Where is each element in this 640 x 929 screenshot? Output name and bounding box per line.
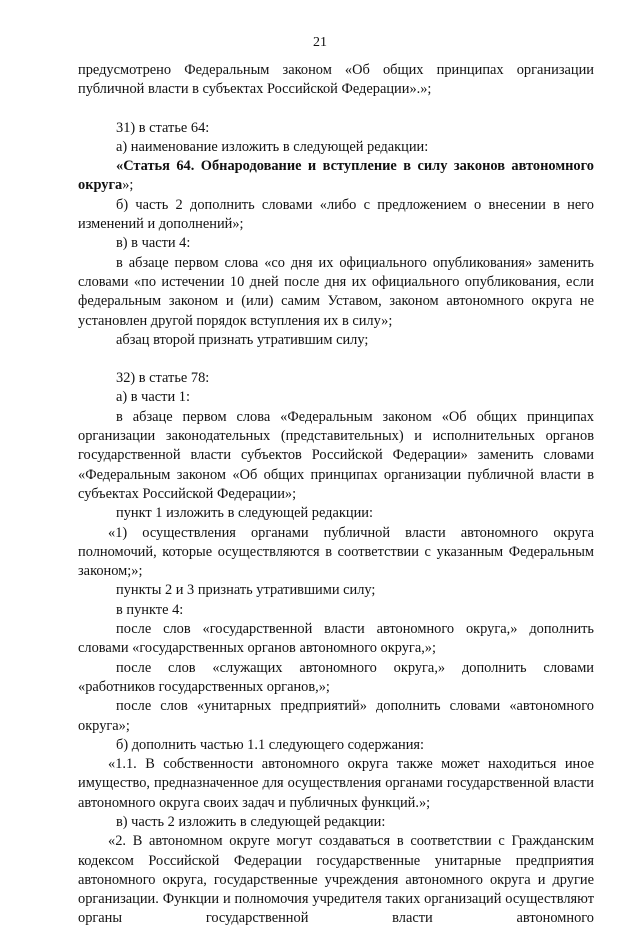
item-31-b: б) часть 2 дополнить словами «либо с предложением о внесении в него изменений и дополнений»; [78,196,594,233]
item-32-b-text: «1.1. В собственности автономного округа также может находиться иное имущество, предназначенное для осуществления органами государственной власти автономного округа своих задач и публичных функций.»; [78,756,594,811]
item-32-a: а) в части 1: [116,389,190,406]
item-32-a-point4-change3: после слов «унитарных предприятий» дополнить словами «автономного округа»; [78,698,594,734]
article-64-title-bold: «Статья 64. Обнародование и вступление в силу законов автономного округа [78,158,594,194]
item-31-v-para2: абзац второй признать утратившим силу; [116,331,369,348]
document-body [78,61,594,929]
item-31-v: в) в части 4: [116,235,191,252]
item-32-a-point1-text: «1) осуществления органами публичной власти автономного округа полномочий, которые осуществляются в соответствии с указанным Федеральным законом;»; [78,524,594,580]
page-number: 21 [313,35,327,50]
item-32-b: б) дополнить частью 1.1 следующего содержания: [116,736,425,753]
item-32-a-points-2-3: пункты 2 и 3 признать утратившими силу; [116,582,376,599]
item-32-a-point1: пункт 1 изложить в следующей редакции: [116,505,373,522]
item-32-a-point4: в пункте 4: [116,601,184,618]
item-31-v-para1: в абзаце первом слова «со дня их официального опубликования» заменить словами «по истечении 10 дней после дня их официального опубликования, если федеральным законом и (или) самим Уставом, законом автономного округа не установлен другой порядок вступления их в силу»; [78,254,594,329]
paragraph-continuation: предусмотрено Федеральным законом «Об общих принципах организации публичной власти в субъектах Российской Федерации».»; [78,62,594,98]
article-64-new-title [78,157,594,196]
item-31-a: а) наименование изложить в следующей редакции: [116,138,429,155]
item-32-v: в) часть 2 изложить в следующей редакции: [116,813,386,830]
item-32-a-point4-change1: после слов «государственной власти автономного округа,» дополнить словами «государственных органов автономного округа,»; [78,621,594,657]
item-32-v-text: «2. В автономном округе могут создаваться в соответствии с Гражданским кодексом Российской Федерации государственные унитарные предприятия автономного округа, государственные учреждения автономного округа и другие организации. Функции и полномочия учредителя таких организаций осуществляют органы государственной власти автономного [78,833,594,927]
paragraph-gap [78,350,594,369]
article-64-title-tail: »; [122,177,134,194]
item-32-heading: 32) в статье 78: [116,370,210,387]
item-32-a-para1: в абзаце первом слова «Федеральным законом «Об общих принципах организации законодательных (представительных) и исполнительных органов государственной власти субъектов Российской Федерации» заменить словами «Федеральным законом «Об общих принципах организации публичной власти в субъектах Российской Федерации»; [78,408,594,502]
item-32-a-point4-change2: после слов «служащих автономного округа,» дополнить словами «работников государственных органов,»; [78,659,594,695]
item-31-heading: 31) в статье 64: [116,119,210,136]
paragraph-gap [78,100,594,119]
